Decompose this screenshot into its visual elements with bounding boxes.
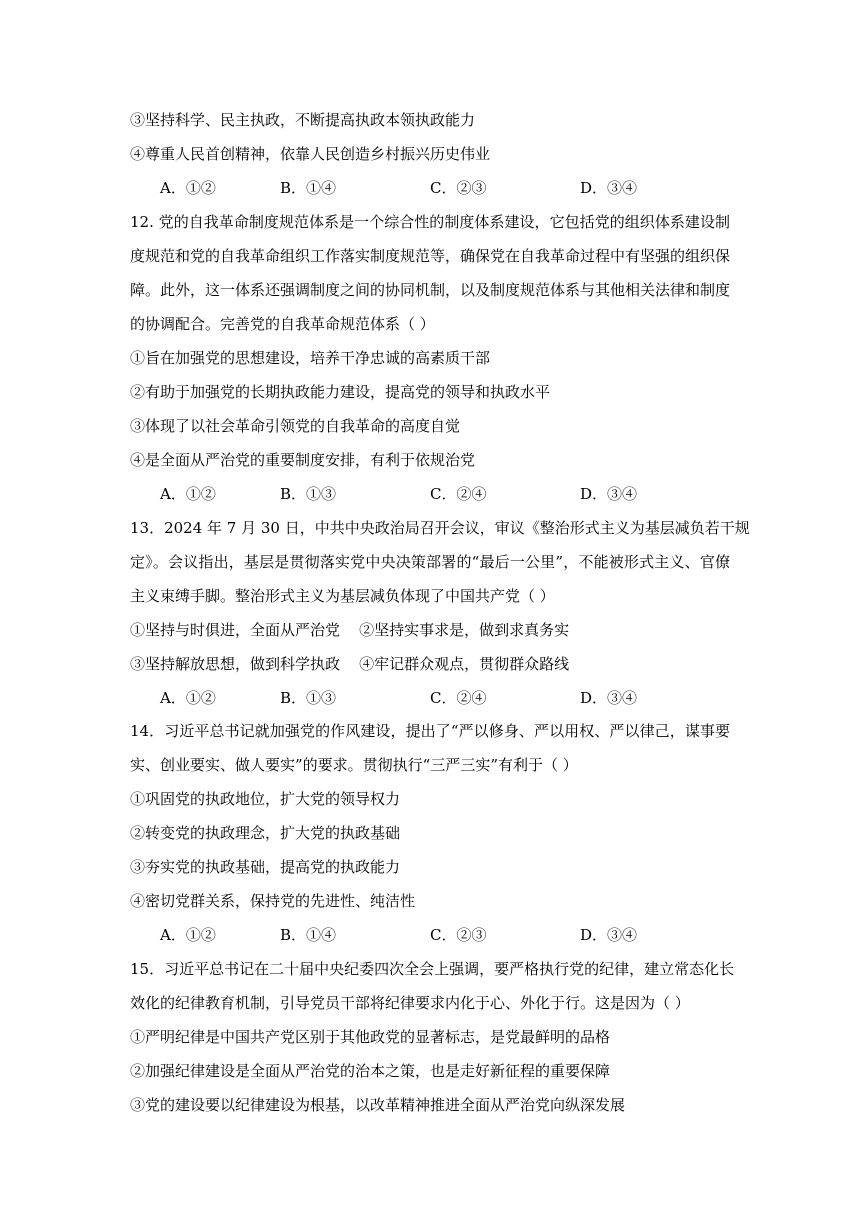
q12-choice-d: D．③④ [580, 485, 638, 503]
q12-option-4: ④是全面从严治党的重要制度安排，有利于依规治党 [130, 451, 476, 469]
q11-option-3: ③坚持科学、民主执政，不断提高执政本领执政能力 [130, 111, 476, 129]
q15-option-2: ②加强纪律建设是全面从严治党的治本之策，也是走好新征程的重要保障 [130, 1062, 611, 1080]
q11-choice-a: A．①② [160, 179, 216, 197]
q13-options-line-1: ①坚持与时俱进，全面从严治党 ②坚持实事求是，做到求真务实 [130, 621, 570, 639]
q13-stem-line-2: 定》。会议指出，基层是贯彻落实党中央决策部署的“最后一公里”，不能被形式主义、官僚 [130, 553, 730, 571]
q11-option-4: ④尊重人民首创精神，依靠人民创造乡村振兴历史伟业 [130, 145, 491, 163]
q13-stem-line-1: 13．2024 年 7 月 30 日，中共中央政治局召开会议，审议《整治形式主义为基层减负若干规 [130, 519, 750, 537]
q12-choice-a: A．①② [160, 485, 216, 503]
q12-stem-line-2: 度规范和党的自我革命组织工作落实制度规范等，确保党在自我革命过程中有坚强的组织保 [130, 247, 731, 265]
q15-stem-line-2: 效化的纪律教育机制，引导党员干部将纪律要求内化于心、外化于行。这是因为（ ） [130, 994, 690, 1012]
q14-stem-line-1: 14．习近平总书记就加强党的作风建设，提出了“严以修身、严以用权、严以律己，谋事要 [130, 722, 730, 740]
q13-choice-c: C．②④ [430, 689, 487, 707]
q12-stem-line-4: 的协调配合。完善党的自我革命规范体系（ ） [130, 315, 435, 333]
q14-choice-d: D．③④ [580, 926, 638, 944]
q11-choice-c: C．②③ [430, 179, 487, 197]
q13-stem-line-3: 主义束缚手脚。整治形式主义为基层减负体现了中国共产党（ ） [130, 587, 555, 605]
q12-stem-line-1: 12. 党的自我革命制度规范体系是一个综合性的制度体系建设，它包括党的组织体系建设制 [130, 213, 730, 231]
q14-option-2: ②转变党的执政理念，扩大党的执政基础 [130, 824, 401, 842]
q12-option-3: ③体现了以社会革命引领党的自我革命的高度自觉 [130, 417, 461, 435]
q12-option-1: ①旨在加强党的思想建设，培养干净忠诚的高素质干部 [130, 349, 491, 367]
q15-option-3: ③党的建设要以纪律建设为根基，以改革精神推进全面从严治党向纵深发展 [130, 1096, 626, 1114]
q14-choice-b: B．①④ [280, 926, 337, 944]
q13-choice-b: B．①③ [280, 689, 337, 707]
q13-options-line-2: ③坚持解放思想，做到科学执政 ④牢记群众观点，贯彻群众路线 [130, 655, 570, 673]
q15-stem-line-1: 15．习近平总书记在二十届中央纪委四次全会上强调，要严格执行党的纪律，建立常态化长 [130, 960, 735, 978]
q15-option-1: ①严明纪律是中国共产党区别于其他政党的显著标志，是党最鲜明的品格 [130, 1028, 611, 1046]
q12-choice-b: B．①③ [280, 485, 337, 503]
q14-stem-line-2: 实、创业要实、做人要实”的要求。贯彻执行“三严三实”有利于（ ） [130, 756, 578, 774]
q14-choice-a: A．①② [160, 926, 216, 944]
q11-choice-d: D．③④ [580, 179, 638, 197]
q13-choice-d: D．③④ [580, 689, 638, 707]
q14-option-1: ①巩固党的执政地位，扩大党的领导权力 [130, 790, 401, 808]
q12-stem-line-3: 障。此外，这一体系还强调制度之间的协同机制，以及制度规范体系与其他相关法律和制度 [130, 281, 731, 299]
q13-choice-a: A．①② [160, 689, 216, 707]
q11-choice-b: B．①④ [280, 179, 337, 197]
q12-option-2: ②有助于加强党的长期执政能力建设，提高党的领导和执政水平 [130, 383, 551, 401]
q14-option-3: ③夯实党的执政基础，提高党的执政能力 [130, 858, 401, 876]
q12-choice-c: C．②④ [430, 485, 487, 503]
q14-choice-c: C．②③ [430, 926, 487, 944]
q14-option-4: ④密切党群关系，保持党的先进性、纯洁性 [130, 892, 416, 910]
